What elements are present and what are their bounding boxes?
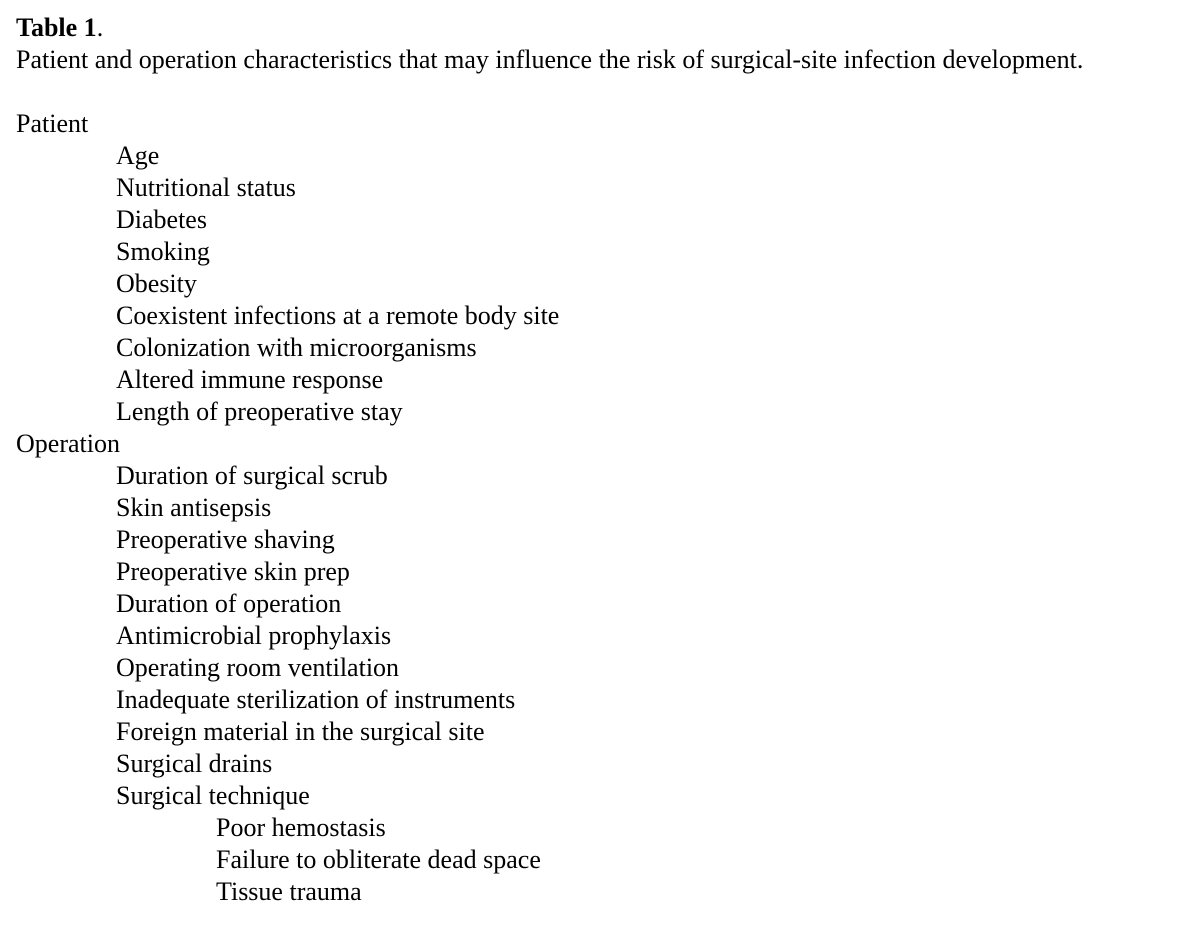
group-heading-operation: Operation — [16, 429, 120, 458]
list-item: Nutritional status — [116, 173, 296, 202]
surgical-technique-sublist — [116, 812, 1171, 908]
list-item: Smoking — [116, 237, 210, 266]
list-item: Duration of operation — [116, 589, 342, 618]
patient-group — [16, 108, 1171, 428]
sub-list-item: Tissue trauma — [216, 877, 362, 906]
sub-list-item: Failure to obliterate dead space — [216, 845, 541, 874]
operation-group — [16, 428, 1171, 908]
list-item: Operating room ventilation — [116, 653, 400, 682]
operation-factor-list — [16, 460, 1171, 812]
list-item: Foreign material in the surgical site — [116, 717, 485, 746]
caption-spacer — [16, 76, 1171, 108]
table-caption — [16, 12, 1171, 76]
sub-list-item: Poor hemostasis — [216, 813, 386, 842]
table-label: Table 1 — [16, 13, 97, 42]
list-item: Altered immune response — [116, 365, 384, 394]
list-item: Duration of surgical scrub — [116, 461, 388, 490]
list-item: Coexistent infections at a remote body site — [116, 301, 560, 330]
list-item: Colonization with microorganisms — [116, 333, 477, 362]
list-item: Age — [116, 141, 160, 170]
list-item: Antimicrobial prophylaxis — [116, 621, 392, 650]
list-item: Surgical drains — [116, 749, 273, 778]
group-heading-patient: Patient — [16, 109, 89, 138]
list-item: Length of preoperative stay — [116, 397, 403, 426]
surgical-technique-sublist-wrapper — [16, 812, 1171, 908]
list-item: Obesity — [116, 269, 197, 298]
table-label-period: . — [96, 13, 104, 42]
list-item: Skin antisepsis — [116, 493, 272, 522]
list-item: Preoperative shaving — [116, 525, 335, 554]
list-item: Inadequate sterilization of instruments — [116, 685, 516, 714]
table-title: Patient and operation characteristics that may influence the risk of surgical-site infection development. — [16, 45, 1084, 74]
list-item: Preoperative skin prep — [116, 557, 350, 586]
document-body — [16, 12, 1171, 908]
patient-factor-list — [16, 140, 1171, 428]
surgical-technique-sublist-container — [116, 812, 1171, 908]
list-item: Diabetes — [116, 205, 207, 234]
list-item: Surgical technique — [116, 781, 310, 810]
